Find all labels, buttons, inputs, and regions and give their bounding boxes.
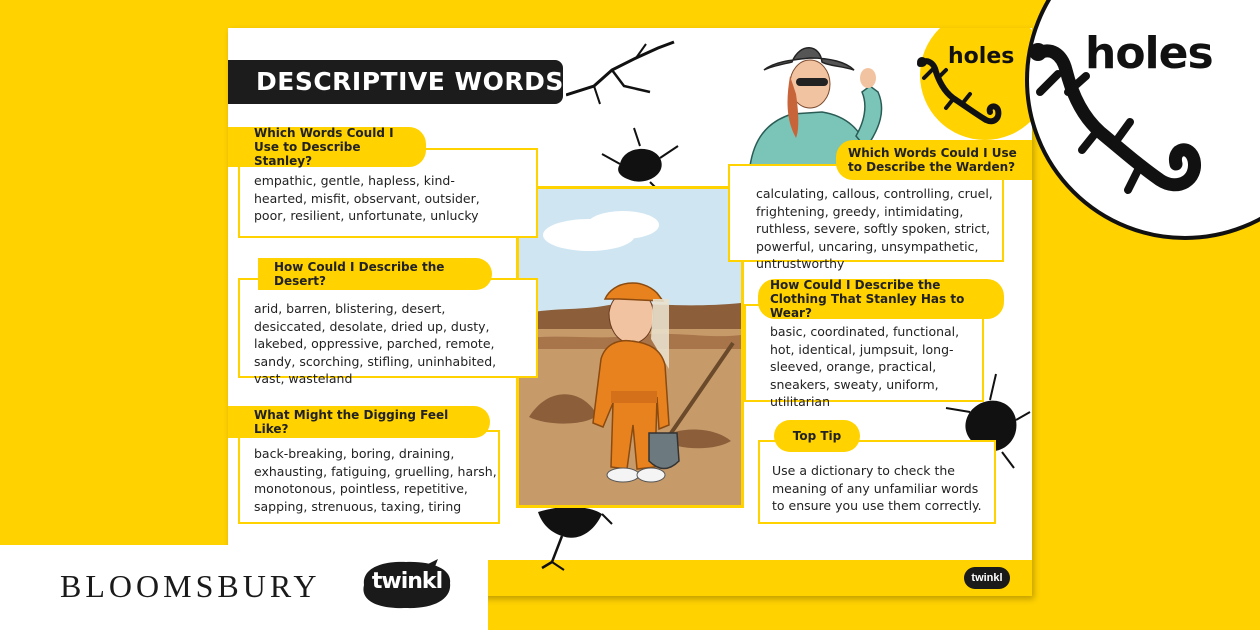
crack-decoration-top	[566, 40, 676, 110]
section-desert-heading: How Could I Describe the Desert?	[258, 258, 492, 290]
section-stanley-body: empathic, gentle, hapless, kind-hearted, misfit, observant, outsider, poor, resilient, unfortunate, unlucky	[254, 173, 480, 223]
lizard-icon	[916, 48, 1006, 138]
resource-sheet	[228, 28, 1032, 596]
section-clothing-heading: How Could I Describe the Clothing That Stanley Has to Wear?	[758, 279, 1004, 319]
brand-logo: twinkl	[371, 569, 443, 594]
page-title: DESCRIPTIVE WORDS	[256, 67, 564, 96]
stanley-digging-illustration	[519, 189, 741, 505]
section-digging-heading: What Might the Digging Feel Like?	[228, 406, 490, 438]
section-clothing-body: basic, coordinated, functional, hot, identical, jumpsuit, long-sleeved, orange, practical, sneakers, sweaty, uniform, utilitarian	[770, 324, 960, 409]
hole-decoration-upper	[600, 124, 680, 194]
sheet-footer-logo: twinkl	[964, 567, 1010, 589]
hole-decoration-bottom	[524, 502, 614, 572]
publisher-logo: BLOOMSBURY	[60, 568, 321, 604]
section-warden-heading: Which Words Could I Use to Describe the Warden?	[836, 140, 1032, 180]
section-toptip-body: Use a dictionary to check the meaning of any unfamiliar words to ensure you use them correctly.	[772, 463, 982, 513]
holes-badge-title: holes	[948, 44, 1015, 69]
section-digging-body: back-breaking, boring, draining, exhausting, fatiguing, gruelling, harsh, monotonous, pointless, repetitive, sapping, strenuous, taxing, tiring	[254, 446, 497, 514]
section-toptip-heading: Top Tip	[774, 420, 860, 452]
book-title: holes	[1085, 28, 1213, 79]
section-stanley-heading: Which Words Could I Use to Describe Stanley?	[228, 127, 426, 167]
section-desert-body: arid, barren, blistering, desert, desiccated, desolate, dried up, dusty, lakebed, oppressive, parched, remote, sandy, scorching, stifling, uninhabited, vast, wasteland	[254, 301, 497, 386]
lizard-icon	[1028, 40, 1218, 220]
section-warden-body: calculating, callous, controlling, cruel, frightening, greedy, intimidating, ruthless, severe, softly spoken, strict, powerful, uncaring, unsympathetic, untrustworthy	[756, 186, 993, 271]
